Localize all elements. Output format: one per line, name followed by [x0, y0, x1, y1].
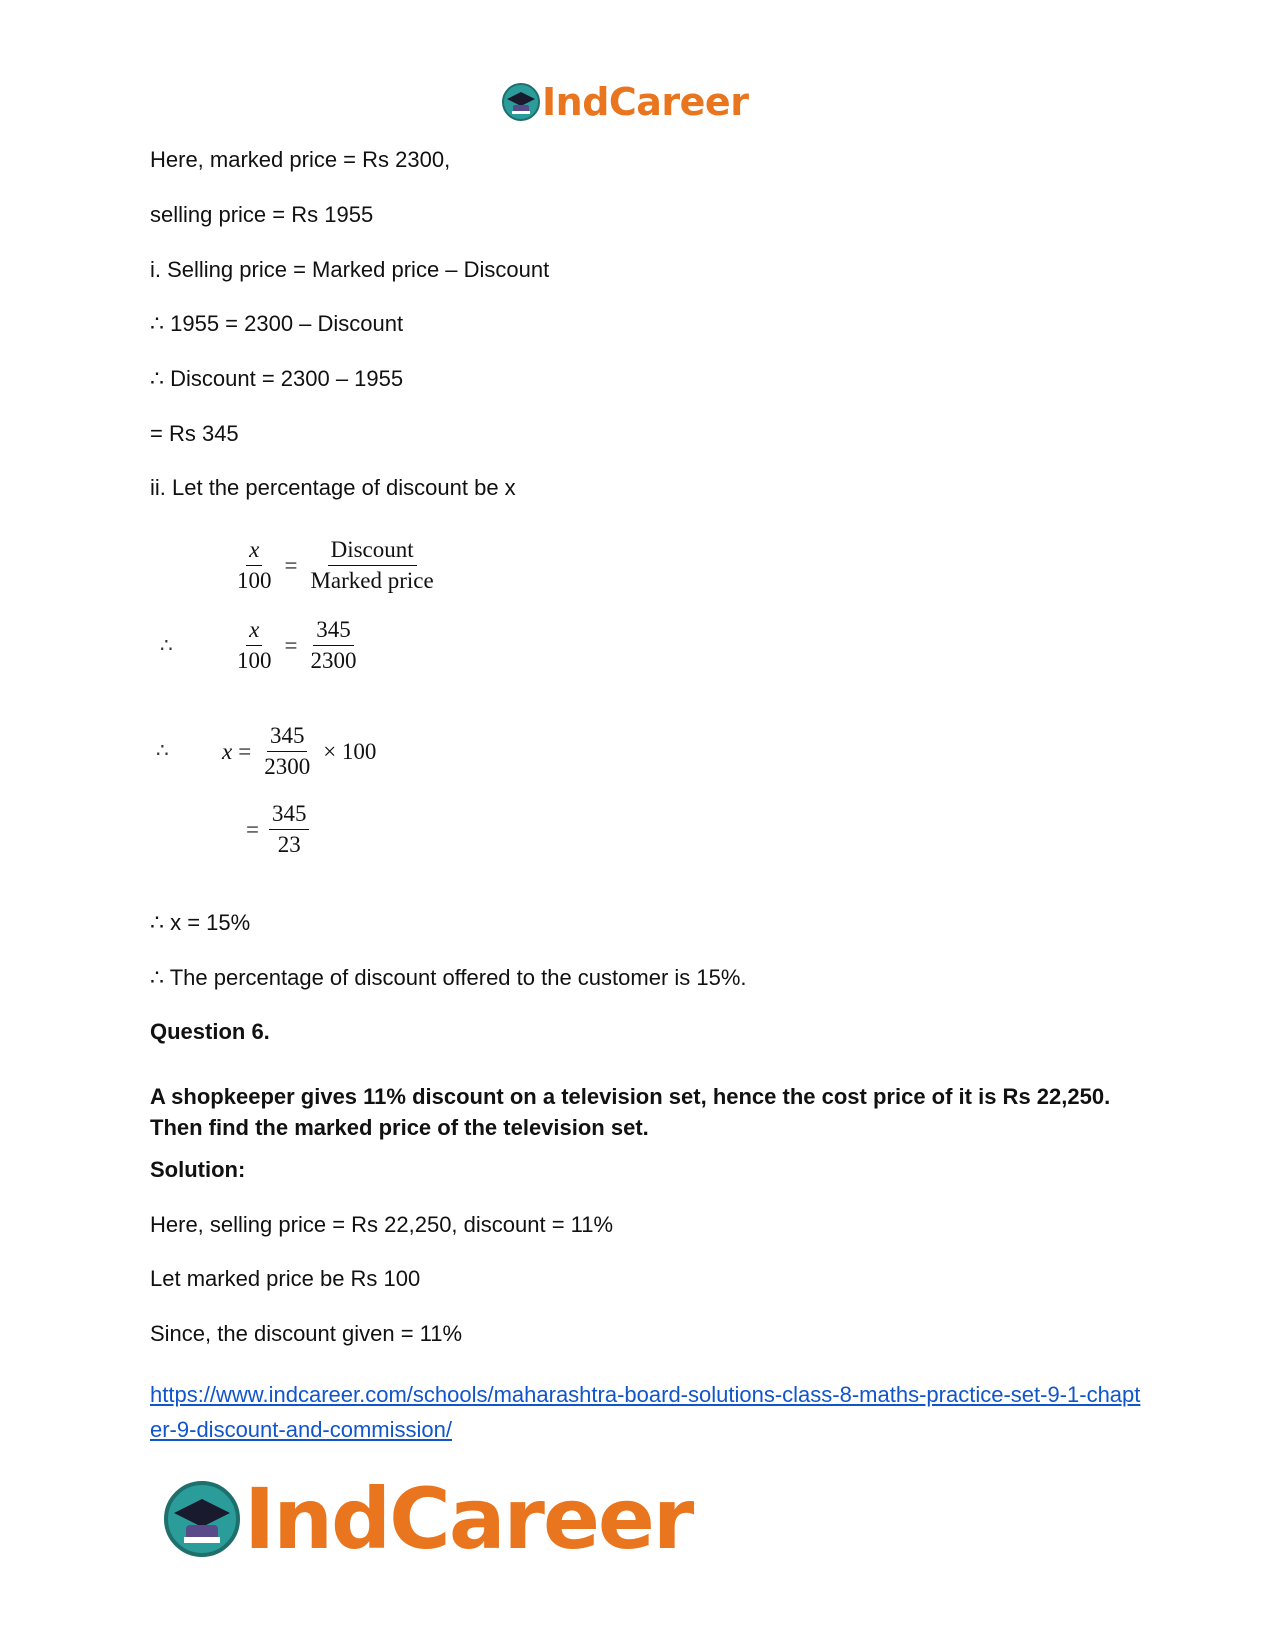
- text-line: ∴ Discount = 2300 – 1955: [150, 366, 404, 391]
- fraction: [234, 537, 275, 594]
- text-line: = Rs 345: [150, 421, 239, 446]
- text-line: Let marked price be Rs 100: [150, 1266, 421, 1291]
- text-line: ∴ 1955 = 2300 – Discount: [150, 311, 404, 336]
- fraction: [234, 617, 275, 674]
- numerator: Discount: [328, 537, 417, 566]
- source-link[interactable]: https://www.indcareer.com/schools/maharashtra-board-solutions-class-8-maths-practice-set-9-1-chapter-9-discount-and-commission/: [150, 1382, 1141, 1442]
- equation-simplified: [240, 801, 313, 858]
- variable-x: x: [222, 738, 233, 764]
- text-line: selling price = Rs 1955: [150, 202, 374, 227]
- times-factor: × 100: [323, 738, 377, 764]
- equation-substitution: [230, 617, 363, 674]
- numerator: x: [246, 537, 262, 566]
- text-line: i. Selling price = Marked price – Discount: [150, 257, 550, 282]
- text-line: ∴ x = 15%: [150, 910, 251, 935]
- therefore-symbol: ∴: [156, 738, 169, 762]
- indcareer-logo-header: [500, 80, 748, 124]
- equals-sign: =: [284, 632, 298, 658]
- equation-ratio: [230, 537, 441, 594]
- fraction: [261, 723, 313, 780]
- question-heading: Question 6.: [150, 1019, 270, 1044]
- fraction: [269, 801, 310, 858]
- indcareer-logo-footer: [160, 1470, 692, 1568]
- globe-cap-icon: [160, 1477, 244, 1561]
- denominator: 100: [237, 648, 272, 673]
- fraction: [307, 617, 359, 674]
- therefore-symbol: ∴: [160, 633, 173, 657]
- question-text: A shopkeeper gives 11% discount on a television set, hence the cost price of it is Rs 22,250. Then find the marked price of the television set.: [150, 1084, 1111, 1140]
- equals-sign: =: [238, 738, 252, 764]
- denominator: 2300: [264, 754, 311, 779]
- equals-sign: =: [246, 816, 259, 842]
- globe-cap-icon: [500, 81, 542, 123]
- equals-sign: =: [284, 552, 298, 578]
- numerator: 345: [313, 617, 354, 646]
- numerator: 345: [267, 723, 308, 752]
- text-line: ∴ The percentage of discount offered to the customer is 15%.: [150, 965, 747, 990]
- denominator: 2300: [310, 648, 357, 673]
- logo-text: IndCareer: [542, 80, 749, 124]
- fraction: [307, 537, 436, 594]
- numerator: 345: [269, 801, 310, 830]
- solution-heading: Solution:: [150, 1157, 246, 1182]
- text-line: Since, the discount given = 11%: [150, 1321, 463, 1346]
- denominator: 23: [277, 832, 301, 857]
- text-line: Here, selling price = Rs 22,250, discount = 11%: [150, 1212, 614, 1237]
- numerator: x: [246, 617, 262, 646]
- denominator: Marked price: [310, 568, 434, 593]
- denominator: 100: [237, 568, 272, 593]
- text-line: ii. Let the percentage of discount be x: [150, 475, 516, 500]
- equation-solve: [222, 723, 382, 780]
- text-line: Here, marked price = Rs 2300,: [150, 147, 451, 172]
- logo-text: IndCareer: [244, 1470, 693, 1568]
